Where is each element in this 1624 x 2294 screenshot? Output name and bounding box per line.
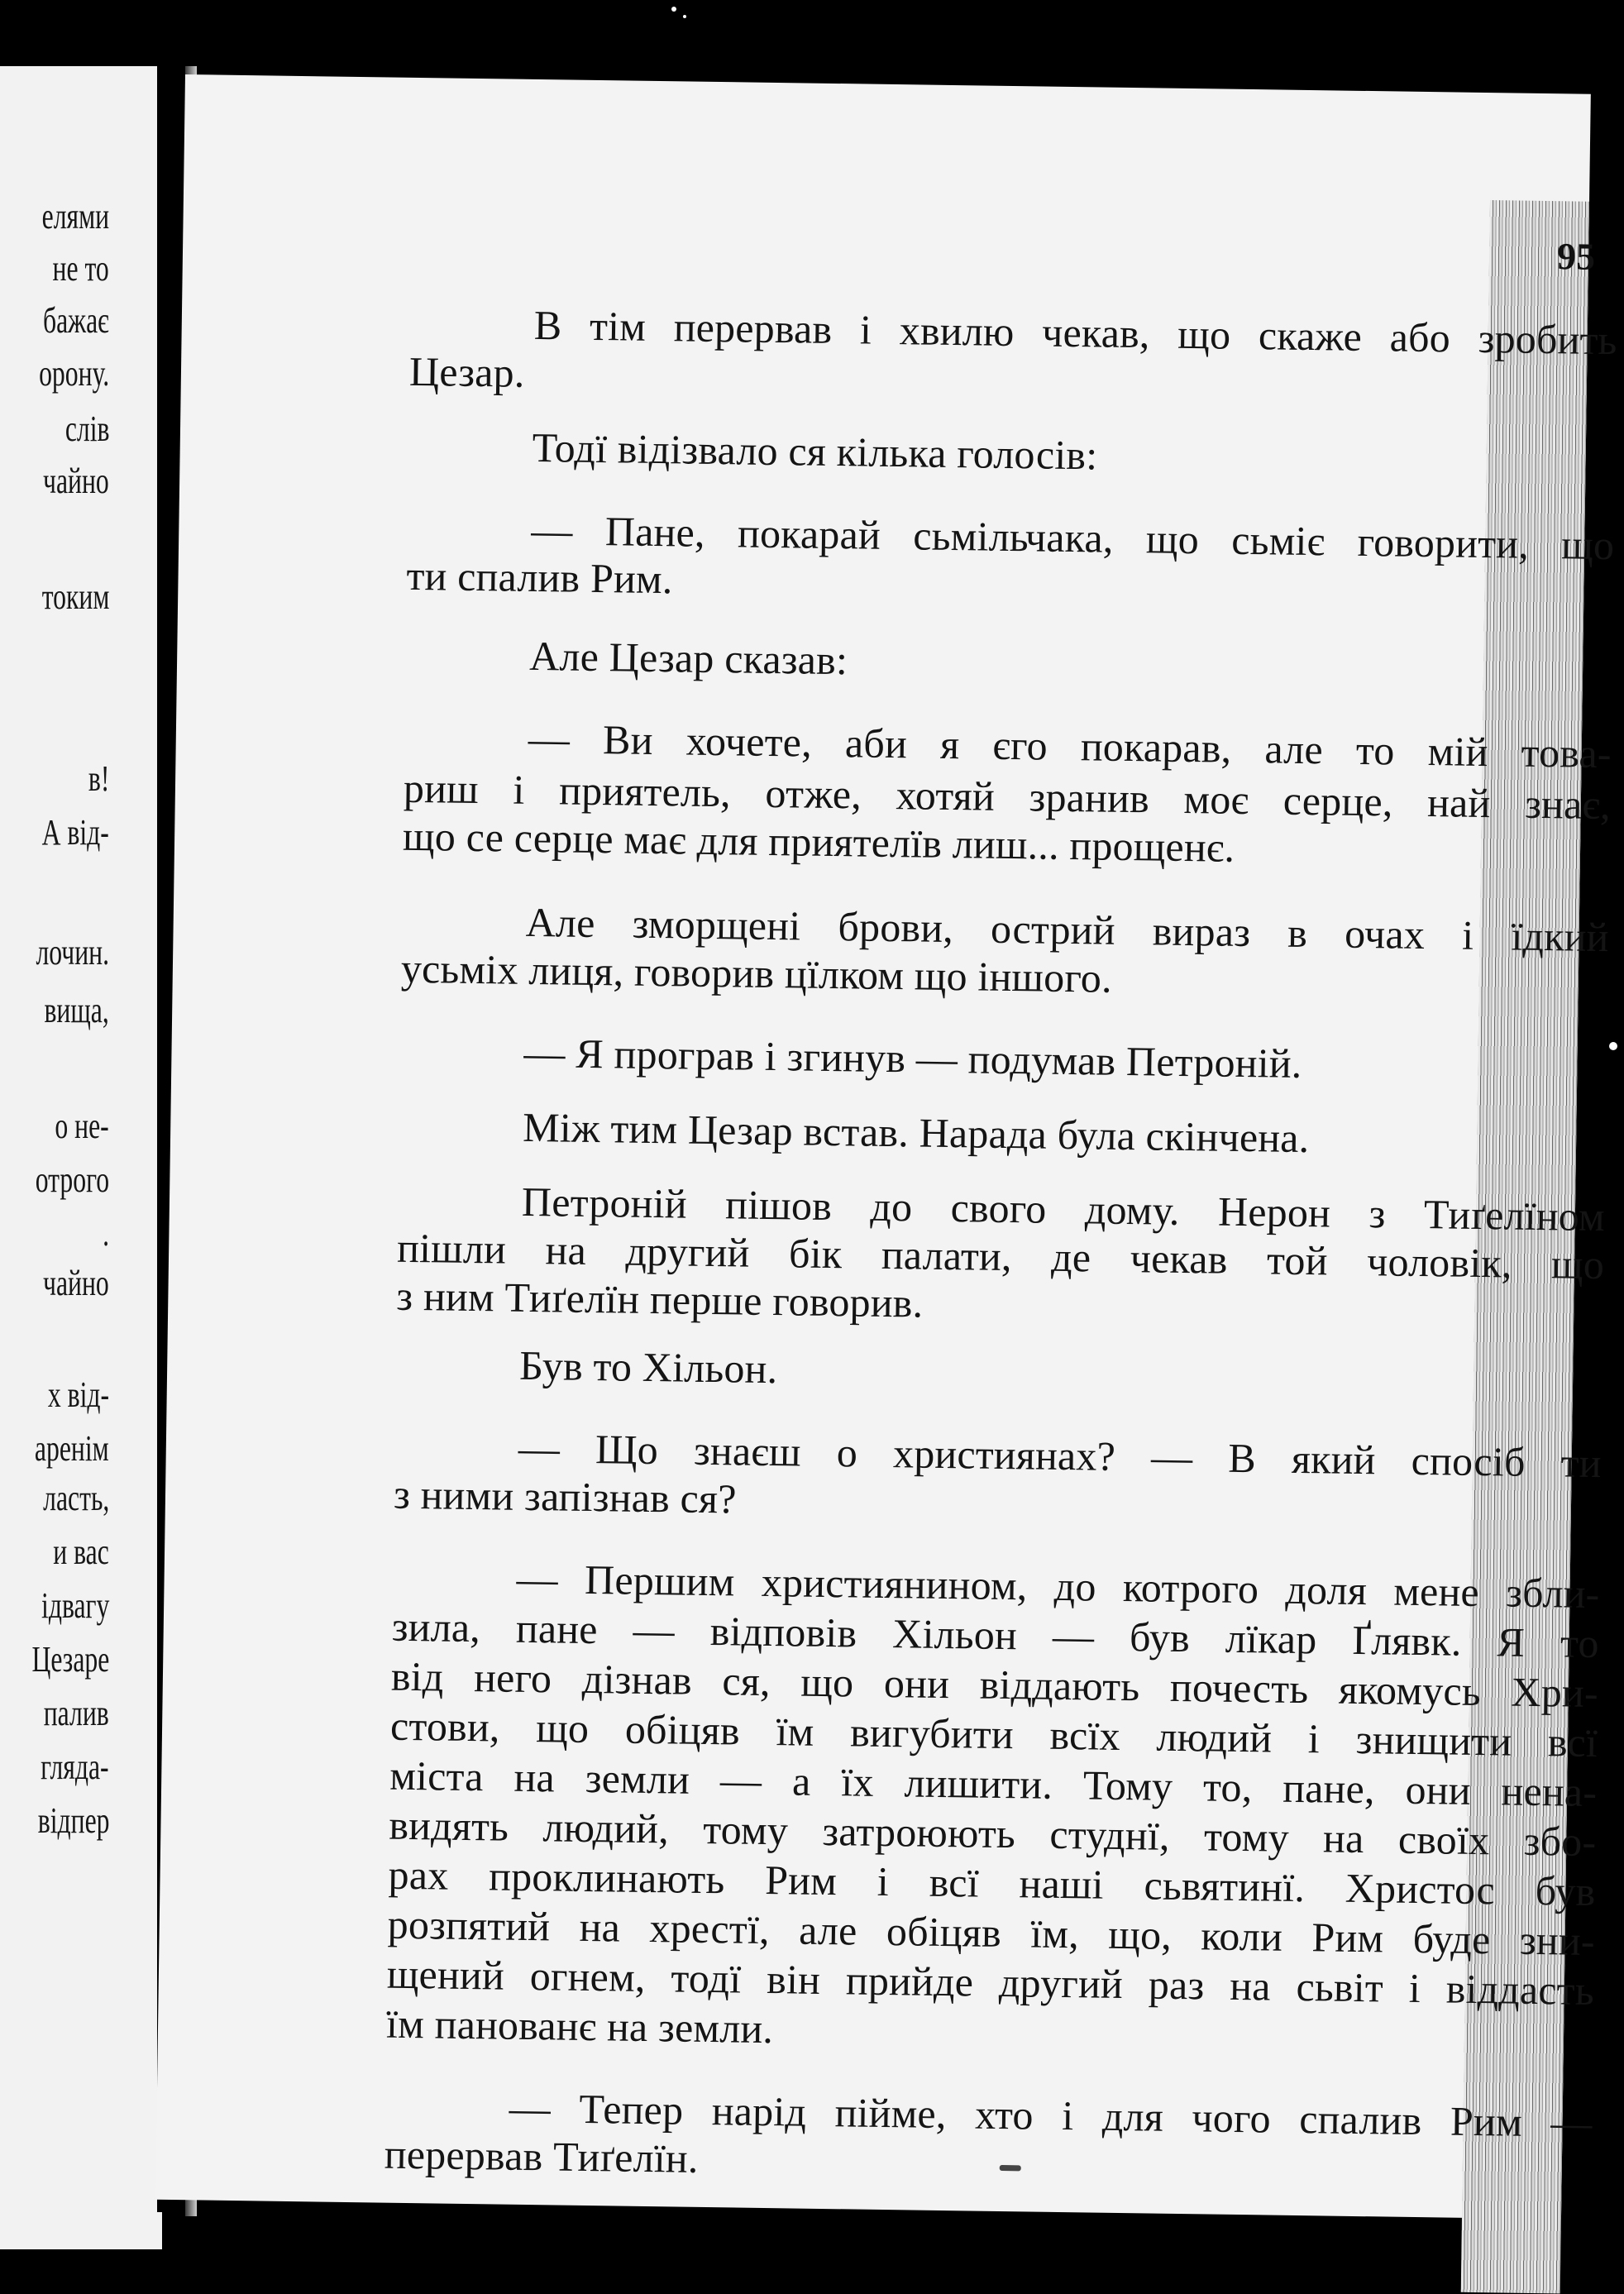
facing-page-line: токим — [41, 576, 109, 617]
text-line: — Пане, покарай сьмільчака, що сьміє говорити, що — [530, 506, 1615, 569]
facing-page-line: х від- — [47, 1374, 109, 1415]
text-line: зила, пане — відповів Хільон — був лїкар Ґлявк. Я то — [391, 1603, 1600, 1667]
text-line: пішли на другий бік палати, де чекав той чоловік, що — [396, 1224, 1605, 1288]
scan-speck — [671, 7, 676, 12]
text-line: Тодї відізвало ся кілька голосів: — [532, 423, 1098, 479]
facing-page-line: гляда- — [41, 1747, 109, 1787]
text-line: Петроній пішов до свого дому. Нерон з Тиґелїном — [521, 1178, 1606, 1240]
text-line: розпятий на хрестї, але обіцяв їм, що, коли Рим буде зни- — [387, 1900, 1596, 1965]
facing-page-line: не то — [52, 248, 109, 289]
text-line: — Я програв і згинув — подумав Петроній. — [523, 1029, 1302, 1087]
text-line: усьміх лиця, говорив цїлком що іншого. — [400, 944, 1113, 1001]
facing-page-line: и вас — [53, 1532, 109, 1572]
facing-page-line: палив — [43, 1693, 109, 1733]
text-line: від него дізнав ся, що они віддають почесть якомусь Хри- — [390, 1652, 1599, 1717]
text-line: видять людий, тому затроюють студнї, тому на своїх збо- — [389, 1801, 1597, 1866]
text-line: що се серце має для приятелїв лиш... прощенє. — [402, 812, 1235, 871]
footer-mark — [1000, 2165, 1021, 2171]
text-line: В тім перервав і хвилю чекав, що скаже або зробить — [533, 301, 1618, 364]
page-text — [384, 301, 1618, 2182]
text-line: перервав Тиґелїн. — [384, 2130, 699, 2182]
text-line: з ними запізнав ся? — [393, 1470, 738, 1522]
facing-page-line: слів — [64, 409, 109, 449]
text-line: ти спалив Рим. — [406, 552, 673, 603]
text-line: Був то Хільон. — [518, 1341, 778, 1393]
text-line: Але зморщені брови, острий вираз в очах і їдкий — [525, 898, 1609, 961]
facing-page-line: ласть, — [42, 1478, 109, 1518]
book-page — [155, 74, 1618, 2219]
facing-page-line: . — [103, 1213, 109, 1254]
text-line: рах проклинають Рим і всї наші сьвятинї. Христос був — [388, 1851, 1596, 1915]
text-line: — Тепер нарід пійме, хто і для чого спалив Рим — — [509, 2084, 1593, 2146]
facing-page-line: ідвагу — [41, 1585, 109, 1626]
text-line: — Першим християнином, до котрого доля мене збли- — [516, 1555, 1600, 1618]
facing-page-line: А від- — [41, 812, 109, 853]
facing-page-line: в! — [88, 758, 109, 799]
facing-page-line: елями — [41, 196, 109, 237]
scan-speck — [1609, 1042, 1617, 1050]
facing-page-line: Цезаре — [31, 1639, 109, 1680]
text-line: їм панованє на земли. — [385, 2000, 774, 2053]
facing-page-line: чайно — [43, 1263, 109, 1303]
text-line: Цезар. — [408, 347, 525, 396]
scan-speck — [683, 15, 686, 18]
text-line: стови, що обіцяв їм вигубити всїх людий і знищити всї — [389, 1702, 1598, 1766]
facing-page-line: аренім — [35, 1428, 109, 1469]
facing-page-line: чайно — [43, 461, 109, 501]
text-line: щений огнем, тодї він прийде другий раз на сьвіт і віддасть — [386, 1950, 1595, 2014]
facing-page-line: лочин. — [36, 932, 109, 973]
facing-page-fragment — [0, 66, 162, 2249]
facing-page-line: відпер — [37, 1800, 109, 1841]
facing-page-line: о не- — [55, 1106, 109, 1146]
text-line: Але Цезар сказав: — [528, 632, 848, 684]
facing-page-line: отрого — [35, 1159, 109, 1200]
text-line: риш і приятель, отже, хотяй зранив моє серце, най знає, — [403, 764, 1612, 829]
text-line: з ним Тиґелїн перше говорив. — [396, 1272, 924, 1326]
text-line: — Ви хочете, аби я єго покарав, але то мій това- — [528, 714, 1612, 777]
page-number: 95 — [1556, 235, 1596, 278]
facing-page-line: вища, — [44, 990, 109, 1030]
text-line: Між тим Цезар встав. Нарада була скінчена. — [522, 1103, 1310, 1162]
facing-page-line: орону. — [38, 353, 109, 394]
facing-page-line: бажає — [43, 300, 109, 341]
text-line: міста на земли — а їх лишити. Тому то, пане, они нена- — [389, 1752, 1598, 1816]
text-line: — Що знаєш о християнах? — В який спосіб ти — [518, 1424, 1603, 1487]
